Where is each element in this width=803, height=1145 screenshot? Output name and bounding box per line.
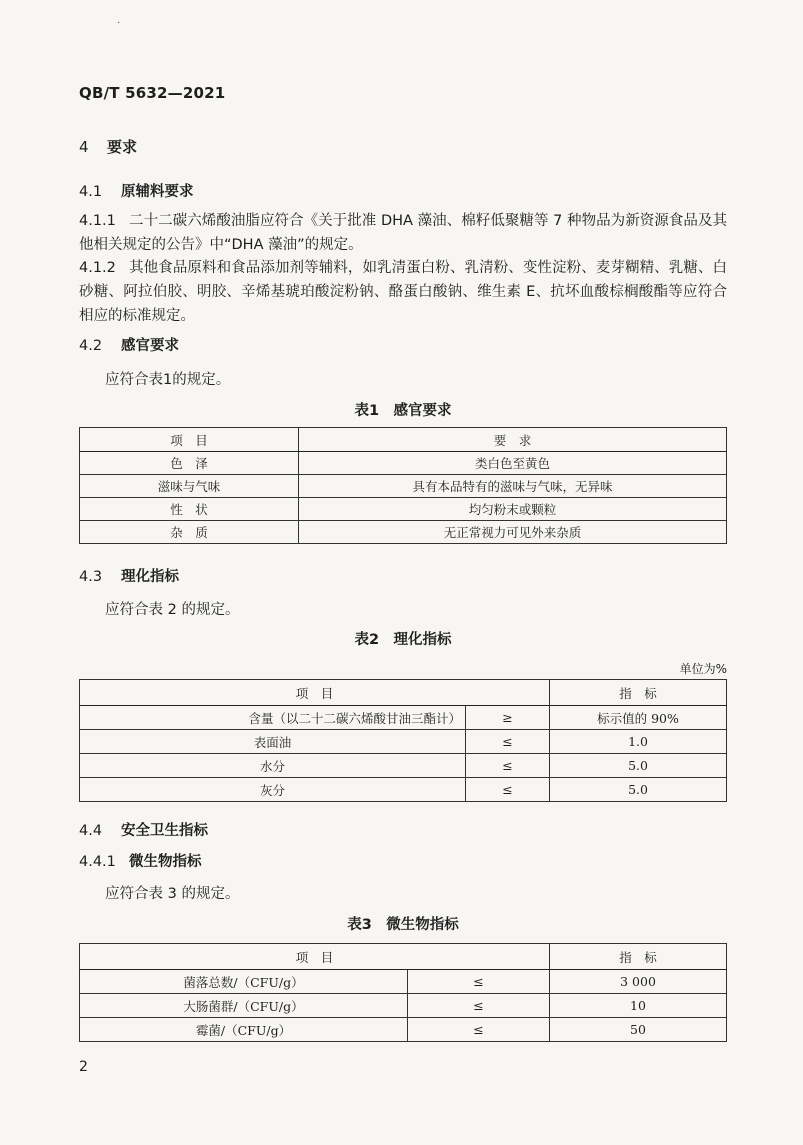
table-row: [80, 706, 727, 730]
document-code: QB/T 5632—2021: [79, 84, 226, 102]
value-cell: 5.0: [550, 778, 727, 802]
section-title: 微生物指标: [129, 854, 202, 870]
comparator-cell: ≤: [466, 778, 550, 802]
table-2-unit: 单位为%: [679, 662, 727, 676]
comparator-cell: ≤: [408, 970, 550, 994]
table-row: [80, 994, 727, 1018]
table-row: [80, 970, 727, 994]
section-4-heading: [79, 136, 137, 157]
section-4-4-1-intro: 应符合表 3 的规定。: [105, 886, 240, 902]
value-cell: 1.0: [550, 730, 727, 754]
section-4-4-heading: [79, 819, 208, 840]
section-number: 4.4: [79, 823, 103, 839]
column-header: 项 目: [80, 944, 550, 970]
table-3-caption: 表3 微生物指标: [347, 917, 459, 933]
requirement-cell: 具有本品特有的滋味与气味，无异味: [299, 475, 727, 498]
clause-4-1-2: [79, 256, 727, 328]
column-header: 项 目: [80, 680, 550, 706]
column-header: 项 目: [80, 428, 299, 452]
comparator-cell: ≤: [408, 1018, 550, 1042]
item-cell: 性 状: [80, 498, 299, 521]
item-cell: 大肠菌群/（CFU/g）: [80, 994, 408, 1018]
section-title: 要求: [107, 138, 138, 156]
column-header: 要 求: [299, 428, 727, 452]
section-4-2-heading: [79, 334, 179, 355]
item-cell: 杂 质: [80, 521, 299, 544]
section-4-3-heading: [79, 565, 179, 586]
item-cell: 水分: [80, 754, 466, 778]
value-cell: 5.0: [550, 754, 727, 778]
section-4-2-intro: 应符合表1的规定。: [105, 372, 231, 388]
section-4-1-heading: [79, 180, 194, 201]
requirement-cell: 类白色至黄色: [299, 452, 727, 475]
table-2-caption: 表2 理化指标: [354, 632, 452, 648]
section-title: 安全卫生指标: [121, 823, 208, 839]
table-row: [80, 1018, 727, 1042]
table-row: [80, 498, 727, 521]
column-header: 指 标: [550, 680, 727, 706]
table-header-row: [80, 944, 727, 970]
corner-mark: .: [117, 15, 121, 26]
table-row: [80, 754, 727, 778]
section-number: 4: [79, 138, 89, 156]
value-cell: 标示值的 90%: [550, 706, 727, 730]
table-row: [80, 778, 727, 802]
column-header: 指 标: [550, 944, 727, 970]
section-number: 4.3: [79, 569, 103, 585]
table-2-physicochemical: [79, 679, 727, 802]
value-cell: 10: [550, 994, 727, 1018]
table-row: [80, 521, 727, 544]
value-cell: 50: [550, 1018, 727, 1042]
page-number: 2: [79, 1059, 88, 1075]
table-1-caption: 表1 感官要求: [354, 403, 452, 419]
item-cell: 色 泽: [80, 452, 299, 475]
section-title: 感官要求: [121, 338, 179, 354]
item-cell: 灰分: [80, 778, 466, 802]
section-number: 4.4.1: [79, 854, 116, 870]
table-1-sensory: [79, 427, 727, 544]
requirement-cell: 无正常视力可见外来杂质: [299, 521, 727, 544]
section-4-3-intro: 应符合表 2 的规定。: [105, 602, 240, 618]
clause-number: 4.1.2: [79, 260, 116, 276]
section-4-4-1-heading: [79, 850, 202, 871]
section-number: 4.1: [79, 184, 103, 200]
section-title: 原辅料要求: [121, 184, 194, 200]
table-header-row: [80, 428, 727, 452]
comparator-cell: ≤: [466, 730, 550, 754]
table-3-microbial: [79, 943, 727, 1042]
comparator-cell: ≤: [408, 994, 550, 1018]
item-cell: 表面油: [80, 730, 466, 754]
item-cell: 霉菌/（CFU/g）: [80, 1018, 408, 1042]
comparator-cell: ≥: [466, 706, 550, 730]
clause-4-1-1: [79, 209, 727, 257]
requirement-cell: 均匀粉末或颗粒: [299, 498, 727, 521]
table-row: [80, 730, 727, 754]
clause-number: 4.1.1: [79, 213, 116, 229]
item-cell: 滋味与气味: [80, 475, 299, 498]
item-cell: 菌落总数/（CFU/g）: [80, 970, 408, 994]
item-cell: 含量（以二十二碳六烯酸甘油三酯计）: [80, 706, 466, 730]
table-row: [80, 452, 727, 475]
comparator-cell: ≤: [466, 754, 550, 778]
value-cell: 3 000: [550, 970, 727, 994]
clause-text: 其他食品原料和食品添加剂等辅料，如乳清蛋白粉、乳清粉、变性淀粉、麦芽糊精、乳糖、白砂糖、阿拉伯胶、明胶、辛烯基琥珀酸淀粉钠、酪蛋白酸钠、维生素 E、抗坏血酸棕榈酸酯等应符合相应的标准规定。: [79, 260, 727, 324]
clause-text: 二十二碳六烯酸油脂应符合《关于批准 DHA 藻油、棉籽低聚糖等 7 种物品为新资源食品及其他相关规定的公告》中“DHA 藻油”的规定。: [79, 213, 727, 253]
table-header-row: [80, 680, 727, 706]
section-title: 理化指标: [121, 569, 179, 585]
section-number: 4.2: [79, 338, 103, 354]
table-row: [80, 475, 727, 498]
